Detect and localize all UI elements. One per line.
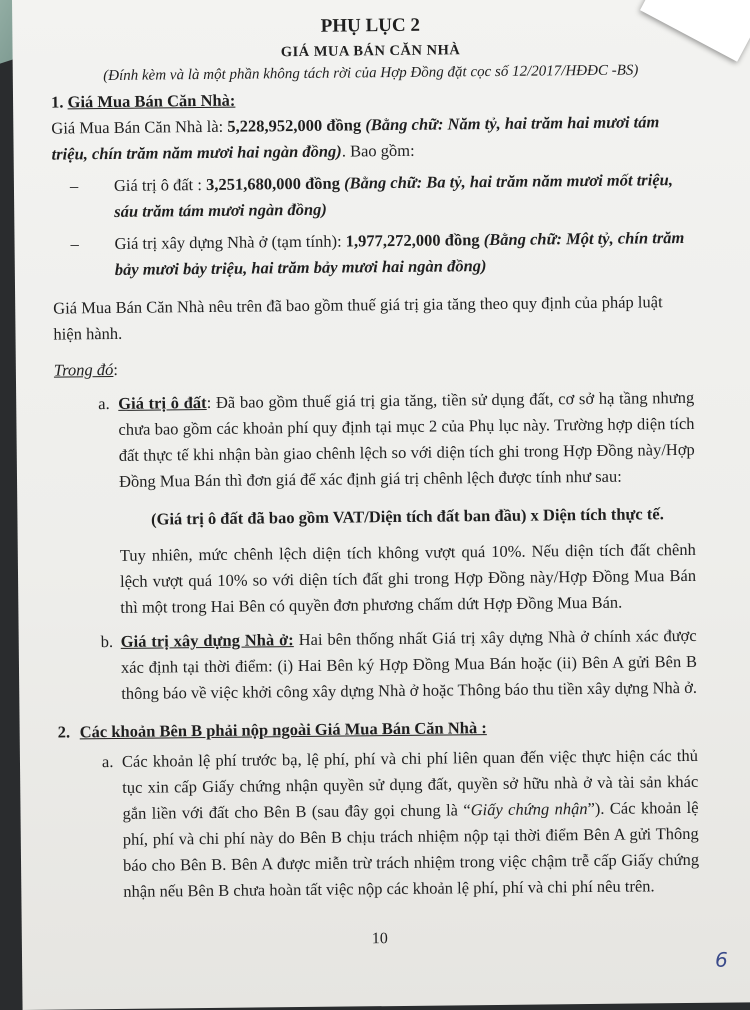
price-value: 5,228,952,000 đồng — [227, 115, 362, 136]
section1-title: Giá Mua Bán Căn Nhà: — [67, 90, 236, 112]
item-b-house — [57, 623, 698, 708]
item-a-text2: Tuy nhiên, mức chênh lệch diện tích không vượt quá 10%. Nếu diện tích đất chênh lệch vượt quá 10% so với diện tích đất ghi trong Hợp Đồng này/Hợp Đồng Mua Bán thì một trong Hai Bên có quyền đơn phương chấm dứt Hợp Đồng Mua Bán. — [119, 539, 697, 617]
price-tail: . Bao gồm: — [341, 140, 415, 161]
appendix-title: PHỤ LỤC 2 — [320, 14, 421, 37]
section2-item-a — [58, 743, 700, 906]
trong-do-label: Trong đó — [53, 359, 114, 380]
price-words: (Bằng chữ: Năm tỷ, hai trăm hai mươi tám triệu, chín trăm năm mươi hai ngàn đồng) — [51, 112, 660, 164]
land-words: (Bằng chữ: Ba tỷ, hai trăm năm mươi mốt triệu, sáu trăm tám mươi ngàn đồng) — [114, 170, 673, 221]
price-paragraph — [51, 109, 692, 168]
appendix-subtitle: GIÁ MUA BÁN CĂN NHÀ — [280, 42, 461, 61]
trong-do-line — [54, 351, 694, 384]
tax-note: Giá Mua Bán Căn Nhà nêu trên đã bao gồm thuế giá trị gia tăng theo quy định của pháp luật hiện hành. — [53, 292, 663, 344]
item-b-label: b. — [100, 631, 114, 652]
section2-heading — [58, 713, 698, 746]
section2-item-a-label: a. — [101, 751, 114, 772]
land-value-item — [52, 167, 693, 226]
house-value: 1,977,272,000 đồng — [345, 230, 480, 251]
document-content — [50, 11, 700, 948]
dash-marker: – — [69, 176, 79, 196]
section2-number: 2. — [57, 722, 71, 742]
section2-title: Các khoản Bên B phải nộp ngoài Giá Mua Bán Căn Nhà : — [79, 718, 487, 742]
section2-item-a-text2: ”). Các khoản lệ phí, phí và chi phí này do Bên B chịu trách nhiệm nộp tại thời điểm Bên A gửi Thông báo cho Bên B. Bên A được miễn trừ trách nhiệm trong việc chậm trễ cấp Giấy chứng nhận nếu Bên B chưa hoàn tất việc nộp các khoản lệ phí, phí và chi phí nêu trên. — [122, 797, 700, 901]
page-number: 10 — [371, 930, 388, 948]
item-b-title: Giá trị xây dựng Nhà ở: — [120, 630, 294, 651]
land-formula: (Giá trị ô đất đã bao gồm VAT/Diện tích đất ban đầu) x Diện tích thực tế. — [150, 504, 664, 529]
house-words: (Bằng chữ: Một tỷ, chín trăm bảy mươi bảy triệu, hai trăm bảy mươi hai ngàn đồng) — [114, 227, 685, 279]
land-label: Giá trị ô đất : — [113, 174, 207, 195]
section1-number: 1. — [50, 92, 64, 112]
land-value: 3,251,680,000 đồng — [205, 173, 341, 194]
document-page — [12, 0, 750, 1010]
item-b-text: Hai bên thống nhất Giá trị xây dựng Nhà ở chính xác được xác định tại thời điểm: (i) Hai Bên ký Hợp Đồng Mua Bán hoặc (ii) Bên A gửi Bên B thông báo về việc khởi công xây dựng Nhà ở hoặc Thông báo thu tiền xây dựng Nhà ở. — [120, 625, 698, 703]
item-a-text: : Đã bao gồm thuế giá trị gia tăng, tiền sử dụng đất, cơ sở hạ tầng nhưng chưa bao gồm các khoản phí quy định tại mục 2 của Phụ lục này. Trường hợp diện tích đất thực tế khi nhận bàn giao chênh lệch so với diện tích ghi trong Hợp Đồng này/Hợp Đồng Mua Bán thì đơn giá để xác định giá trị chênh lệch được tính như sau: — [118, 387, 695, 491]
certificate-term: Giấy chứng nhận — [470, 799, 588, 820]
item-a-title: Giá trị ô đất — [118, 392, 207, 413]
house-label: Giá trị xây dựng Nhà ở (tạm tính): — [114, 231, 346, 253]
section2-item-a-text1: Các khoản lệ phí trước bạ, lệ phí, phí và chi phí liên quan đến việc thực hiện các thủ tục xin cấp Giấy chứng nhận quyền sử dụng đất, quyền sở hữu nhà ở và tài sản khác gắn liền với đất cho Bên B (sau đây gọi chung là “ — [121, 745, 699, 823]
item-a-land — [54, 385, 696, 622]
trong-do-colon: : — [113, 359, 119, 379]
item-a-label: a. — [98, 393, 110, 414]
handwritten-mark: 6 — [714, 947, 728, 972]
dash-marker: – — [70, 234, 79, 254]
house-value-item — [52, 225, 693, 284]
price-intro: Giá Mua Bán Căn Nhà là: — [51, 116, 228, 138]
attachment-note: (Đính kèm và là một phần không tách rời của Hợp Đồng đặt cọc số 12/2017/HĐĐC -BS) — [103, 62, 639, 85]
